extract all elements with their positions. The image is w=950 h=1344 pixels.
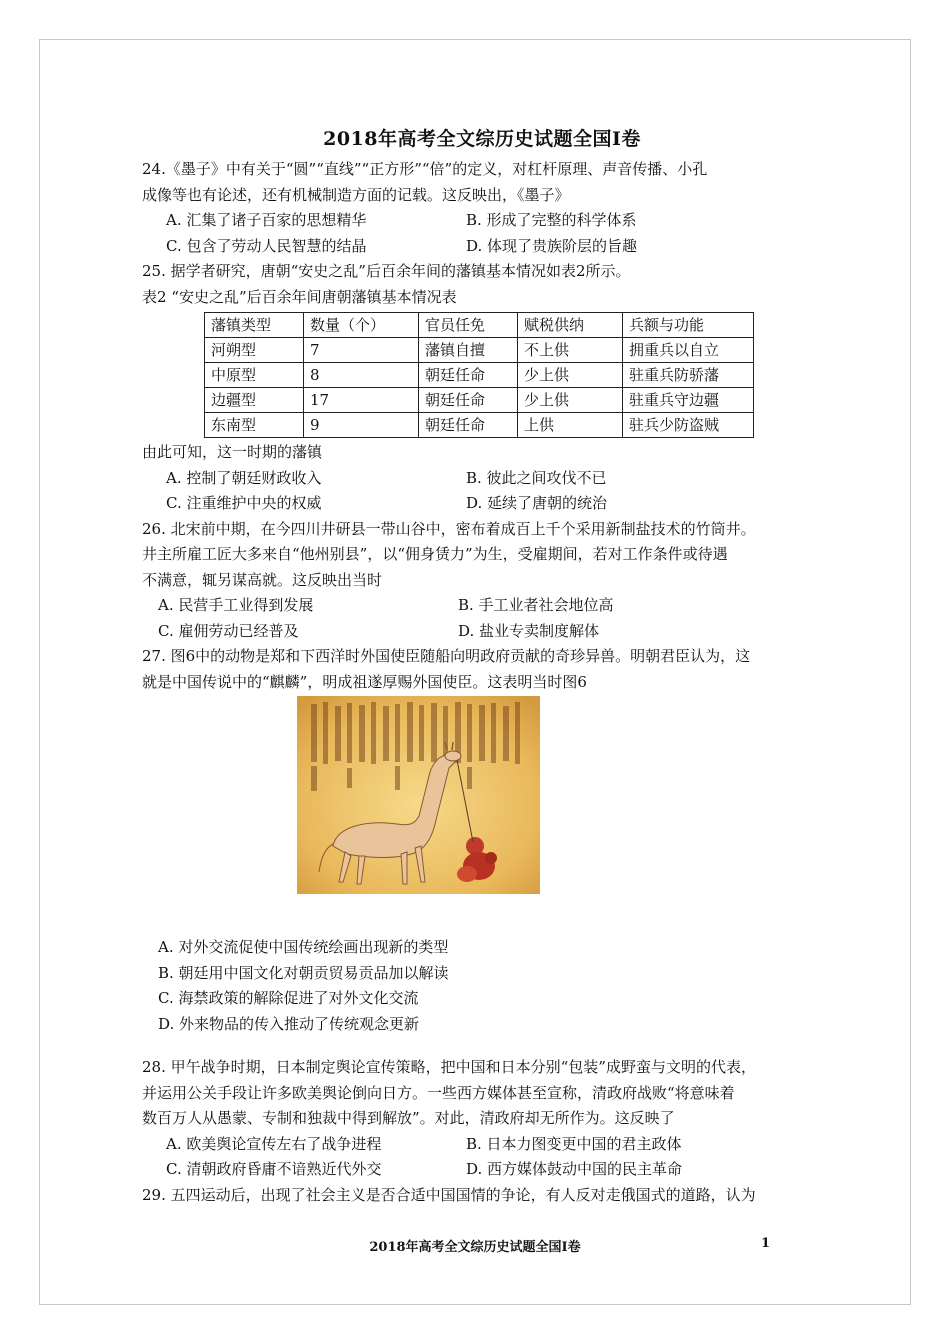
- question-26: [142, 517, 822, 645]
- document-body: [142, 124, 822, 1208]
- q26-options-row-1: [142, 593, 822, 619]
- q27-option-b[interactable]: B. 朝廷用中国文化对朝贡贸易贡品加以解读: [158, 963, 449, 982]
- q28-options-row-1: [142, 1132, 822, 1158]
- q27-option-a[interactable]: A. 对外交流促使中国传统绘画出现新的类型: [158, 938, 449, 956]
- q24-options-row-2: [142, 234, 822, 260]
- q25-options-row-2: [142, 491, 822, 517]
- table-cell: 7: [304, 338, 419, 363]
- q24-stem-line-1: 24.《墨子》中有关于“圆”“直线”“正方形”“倍”的定义，对杠杆原理、声音传播、小孔: [142, 160, 708, 178]
- q29-stem-line-1: 29. 五四运动后，出现了社会主义是否合适中国国情的争论，有人反对走俄国式的道路，认为: [142, 1185, 756, 1204]
- table-row: [205, 363, 754, 388]
- table-cell: 少上供: [518, 363, 623, 388]
- table-cell: 中原型: [205, 363, 304, 388]
- table-header-cell: 藩镇类型: [205, 313, 304, 338]
- q24-options-row-1: [142, 208, 822, 234]
- q25-stem-line-2: 由此可知，这一时期的藩镇: [142, 443, 323, 461]
- q28-stem-line-3: 数百万人从愚蒙、专制和独裁中得到解放”。对此，清政府却无所作为。这反映了: [142, 1109, 675, 1127]
- table-header-cell: 官员任免: [419, 313, 518, 338]
- q26-stem-line-3: 不满意，辄另谋高就。这反映出当时: [142, 570, 383, 589]
- table-cell: 8: [304, 363, 419, 388]
- q28-option-d[interactable]: D. 西方媒体鼓动中国的民主革命: [466, 1160, 683, 1178]
- table-header-cell: 赋税供纳: [518, 313, 623, 338]
- table-cell: 不上供: [518, 338, 623, 363]
- q24-option-b[interactable]: B. 形成了完整的科学体系: [466, 211, 637, 229]
- q24-option-c[interactable]: C. 包含了劳动人民智慧的结晶: [166, 236, 367, 255]
- q25-stem-line-1: 25. 据学者研究，唐朝“安史之乱”后百余年间的藩镇基本情况如表2所示。: [142, 262, 631, 280]
- table-cell: 朝廷任命: [419, 363, 518, 388]
- table-cell: 少上供: [518, 388, 623, 413]
- q27-option-c[interactable]: C. 海禁政策的解除促进了对外文化交流: [158, 989, 419, 1007]
- q28-stem-line-1: 28. 甲午战争时期，日本制定舆论宣传策略，把中国和日本分别“包装”成野蛮与文明的代表，: [142, 1058, 756, 1076]
- q27-option-d[interactable]: D. 外来物品的传入推动了传统观念更新: [158, 1014, 420, 1033]
- table-header-row: [205, 313, 754, 338]
- qilin-painting-image: [297, 696, 540, 894]
- table-cell: 藩镇自擅: [419, 338, 518, 363]
- table-row: [205, 388, 754, 413]
- q27-stem-line-1: 27. 图6中的动物是郑和下西洋时外国使臣随船向明政府贡献的奇珍异兽。明朝君臣认为，这: [142, 647, 751, 665]
- table-header-cell: 数量（个）: [304, 313, 419, 338]
- fanzhen-table: [204, 312, 754, 438]
- q26-option-d[interactable]: D. 盐业专卖制度解体: [458, 621, 600, 640]
- q25-option-a[interactable]: A. 控制了朝廷财政收入: [166, 468, 322, 487]
- table-header-cell: 兵额与功能: [623, 313, 754, 338]
- table-cell: 朝廷任命: [419, 388, 518, 413]
- q26-stem-line-2: 井主所雇工匠大多来自“他州别县”，以“佣身赁力”为生，受雇期间，若对工作条件或待遇: [142, 545, 728, 563]
- question-29: [142, 1183, 822, 1209]
- table-cell: 17: [304, 388, 419, 413]
- question-25: [142, 259, 822, 517]
- table-row: [205, 338, 754, 363]
- page-title: 2018年高考全文综历史试题全国Ⅰ卷: [323, 128, 641, 150]
- footer-title: 2018年高考全文综历史试题全国Ⅰ卷: [369, 1240, 581, 1255]
- table-cell: 朝廷任命: [419, 413, 518, 438]
- q27-stem-line-2: 就是中国传说中的“麒麟”，明成祖遂厚赐外国使臣。这表明当时图6: [142, 672, 587, 691]
- q25-option-b[interactable]: B. 彼此之间攻伐不已: [466, 468, 607, 487]
- q28-option-b[interactable]: B. 日本力图变更中国的君主政体: [466, 1134, 682, 1153]
- figure-6-qilin-painting: [297, 696, 540, 894]
- q25-option-d[interactable]: D. 延续了唐朝的统治: [466, 494, 608, 512]
- question-24: [142, 157, 822, 259]
- table-cell: 拥重兵以自立: [623, 338, 754, 363]
- q25-option-c[interactable]: C. 注重维护中央的权威: [166, 494, 322, 512]
- page-number: 1: [761, 1236, 771, 1251]
- table-cell: 驻重兵防骄藩: [623, 363, 754, 388]
- q26-option-c[interactable]: C. 雇佣劳动已经普及: [158, 621, 299, 640]
- table-row: [205, 413, 754, 438]
- q26-stem-line-1: 26. 北宋前中期，在今四川井研县一带山谷中，密布着成百上千个采用新制盐技术的竹筒井。: [142, 519, 756, 538]
- q28-stem-line-2: 并运用公关手段让许多欧美舆论倒向日方。一些西方媒体甚至宣称，清政府战败“将意味着: [142, 1083, 735, 1102]
- table-cell: 9: [304, 413, 419, 438]
- table-cell: 边疆型: [205, 388, 304, 413]
- table-cell: 河朔型: [205, 338, 304, 363]
- q24-option-d[interactable]: D. 体现了贵族阶层的旨趣: [466, 236, 638, 255]
- table-cell: 东南型: [205, 413, 304, 438]
- table-cell: 驻重兵守边疆: [623, 388, 754, 413]
- q24-stem-line-2: 成像等也有论述，还有机械制造方面的记载。这反映出，《墨子》: [142, 185, 570, 204]
- q25-options-row-1: [142, 466, 822, 492]
- q26-option-a[interactable]: A. 民营手工业得到发展: [158, 596, 314, 614]
- question-28: [142, 1055, 822, 1183]
- table-cell: 驻兵少防盗贼: [623, 413, 754, 438]
- q28-options-row-2: [142, 1157, 822, 1183]
- q24-option-a[interactable]: A. 汇集了诸子百家的思想精华: [166, 211, 367, 229]
- table-cell: 上供: [518, 413, 623, 438]
- table-caption: 表2 “安史之乱”后百余年间唐朝藩镇基本情况表: [142, 287, 457, 306]
- q28-option-c[interactable]: C. 清朝政府昏庸不谙熟近代外交: [166, 1160, 382, 1178]
- q26-options-row-2: [142, 619, 822, 645]
- q28-option-a[interactable]: A. 欧美舆论宣传左右了战争进程: [166, 1134, 382, 1153]
- q26-option-b[interactable]: B. 手工业者社会地位高: [458, 596, 614, 614]
